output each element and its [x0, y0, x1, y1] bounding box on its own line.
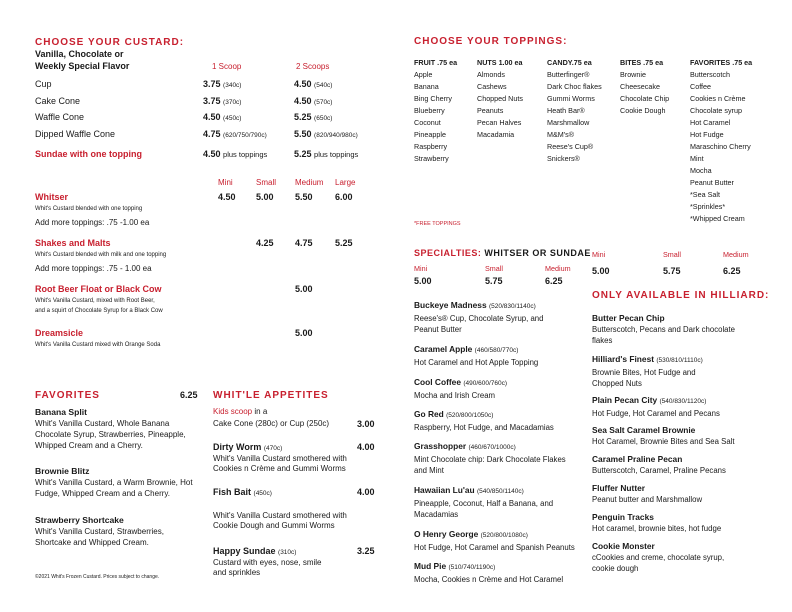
custard-heading: CHOOSE YOUR CUSTARD: — [35, 37, 185, 48]
shakes-price: 5.25 — [335, 238, 353, 248]
whitser-title: Whitser — [35, 192, 69, 202]
dirty-worm-desc: Whit's Vanilla Custard smothered with — [213, 454, 347, 463]
custard-row-price-2: 4.50 (570c) — [294, 96, 333, 106]
size-medium: Medium — [295, 178, 324, 187]
hilliard-price-small: 5.75 — [663, 266, 681, 276]
custard-row-price-2: 5.50 (820/940/980c) — [294, 129, 358, 139]
hilliard-item: Butter Pecan Chip Butterscotch, Pecans and Dark chocolate flakes — [592, 313, 736, 345]
spec-price-mini: 5.00 — [414, 276, 432, 286]
free-toppings-note: *FREE TOPPINGS — [414, 221, 461, 227]
shakes-title: Shakes and Malts — [35, 238, 111, 248]
favorite-item: Brownie Blitz Whit's Vanilla Custard, a Warm Brownie, Hot Fudge, Whipped Cream and a Cherry. — [35, 465, 215, 499]
custard-row-name: Waffle Cone — [35, 112, 85, 122]
toppings-fruit: FRUIT .75 ea Apple Banana Bing Cherry Blueberry Coconut Pineapple Raspberry Strawberry — [414, 58, 458, 163]
fish-bait-desc: Whit's Vanilla Custard smothered with — [213, 511, 347, 520]
fish-bait-desc: Cookie Dough and Gummi Worms — [213, 521, 335, 530]
happy-sundae-desc: Custard with eyes, nose, smile — [213, 558, 322, 567]
spec-size-medium: Medium — [545, 264, 571, 273]
happy-sundae-desc: and sprinkles — [213, 568, 261, 577]
spec-price-medium: 6.25 — [545, 276, 563, 286]
custard-row-name: Dipped Waffle Cone — [35, 129, 116, 139]
fish-bait-price: 4.00 — [357, 487, 375, 497]
hilliard-item: Sea Salt Caramel Brownie Hot Caramel, Brownie Bites and Sea Salt — [592, 425, 735, 446]
custard-subheading: Vanilla, Chocolate or — [35, 49, 124, 59]
float-desc: and a squirt of Chocolate Syrup for a Black Cow — [35, 308, 163, 314]
specialty-item: Hawaiian Lu'au (540/850/1140c) Pineapple, Coconut, Half a Banana, and Macadamias — [414, 485, 554, 519]
favorite-name: Strawberry Shortcake — [35, 515, 124, 525]
float-title: Root Beer Float or Black Cow — [35, 284, 162, 294]
kids-scoop: Kids scoop in a — [213, 407, 268, 416]
appetites-heading: WHIT'LE APPETITES — [213, 390, 329, 401]
favorite-item: Banana Split Whit's Vanilla Custard, Whole Banana Chocolate Syrup, Strawberries, Pineapple, Whipped Cream and a Cherry. — [35, 406, 215, 452]
fish-bait-title: Fish Bait (450c) — [213, 487, 272, 497]
shakes-price: 4.25 — [256, 238, 274, 248]
dreamsicle-title: Dreamsicle — [35, 328, 84, 338]
whitser-price: 4.50 — [218, 192, 236, 202]
kids-scoop-price: 3.00 — [357, 419, 375, 429]
shakes-add: Add more toppings: .75 - 1.00 ea — [35, 264, 152, 273]
hilliard-heading: ONLY AVAILABLE IN HILLIARD: — [592, 290, 770, 301]
custard-row-price-1: 3.75 (370c) — [203, 96, 242, 106]
shakes-price: 4.75 — [295, 238, 313, 248]
spec-size-mini: Mini — [414, 264, 428, 273]
float-desc: Whit's Vanilla Custard, mixed with Root Beer, — [35, 298, 155, 304]
dirty-worm-desc: Cookies n Crème and Gummi Worms — [213, 464, 346, 473]
hilliard-item: Plain Pecan City (540/830/1120c) Hot Fudge, Hot Caramel and Pecans — [592, 395, 720, 418]
whitser-desc: Whit's Custard blended with one topping — [35, 206, 143, 212]
custard-subheading: Weekly Special Flavor — [35, 61, 130, 71]
favorites-heading: FAVORITES — [35, 390, 100, 401]
size-small: Small — [256, 178, 277, 187]
sundae-price-2: 5.25 plus toppings — [294, 149, 359, 159]
custard-row-price-2: 5.25 (650c) — [294, 112, 333, 122]
hilliard-item: Fluffer Nutter Peanut butter and Marshmallow — [592, 483, 703, 504]
specialty-item: Buckeye Madness (520/830/1140c) Reese's® Cup, Chocolate Syrup, and Peanut Butter — [414, 300, 544, 334]
hilliard-price-mini: 5.00 — [592, 266, 610, 276]
sundae-price-1: 4.50 plus toppings — [203, 149, 268, 159]
hilliard-item: Hilliard's Finest (530/810/1110c) Brownie Bites, Hot Fudge and Chopped Nuts — [592, 354, 703, 388]
whitser-add: Add more toppings: .75 -1.00 ea — [35, 218, 150, 227]
hilliard-size-mini: Mini — [592, 250, 606, 259]
favorites-price: 6.25 — [180, 390, 198, 400]
size-mini: Mini — [218, 178, 233, 187]
toppings-bites: BITES .75 ea Brownie Cheesecake Chocolate Chip Cookie Dough — [620, 58, 670, 115]
happy-sundae-price: 3.25 — [357, 546, 375, 556]
toppings-favorites: FAVORITES .75 ea Butterscotch Coffee Cookies n Crème Chocolate syrup Hot Caramel Hot Fudge Maraschino Cherry Mint Mocha Peanut Butter *Sea Salt *Sprinkles* *Whipped Cream — [690, 58, 753, 223]
spec-size-small: Small — [485, 264, 503, 273]
dirty-worm-title: Dirty Worm (470c) — [213, 442, 283, 452]
specialty-item: Cool Coffee (490/600/760c) Mocha and Irish Cream — [414, 377, 508, 400]
hilliard-price-medium: 6.25 — [723, 266, 741, 276]
specialty-item: O Henry George (520/800/1080c) Hot Fudge, Hot Caramel and Spanish Peanuts — [414, 529, 575, 552]
copyright: ©2021 Whit's Frozen Custard. Prices subject to change. — [35, 574, 160, 580]
specialty-item: Grasshopper (460/670/1000c) Mint Chocolate chip: Dark Chocolate Flakes and Mint — [414, 441, 566, 475]
hilliard-size-medium: Medium — [723, 250, 749, 259]
hilliard-size-small: Small — [663, 250, 681, 259]
whitser-price: 5.00 — [256, 192, 274, 202]
specialty-item: Caramel Apple (460/580/770c) Hot Caramel and Hot Apple Topping — [414, 344, 539, 367]
hilliard-item: Cookie Monster cCookies and creme, chocolate syrup, cookie dough — [592, 541, 725, 573]
favorite-name: Brownie Blitz — [35, 466, 90, 476]
specialty-item: Mud Pie (510/740/1190c) Mocha, Cookies n Crème and Hot Caramel — [414, 561, 564, 584]
custard-row-price-1: 3.75 (340c) — [203, 79, 242, 89]
toppings-nuts: NUTS 1.00 ea Almonds Cashews Chopped Nuts Peanuts Pecan Halves Macadamia — [477, 58, 523, 139]
sundae-label: Sundae with one topping — [35, 149, 142, 159]
custard-row-price-1: 4.75 (620/750/790c) — [203, 129, 267, 139]
whitser-price: 6.00 — [335, 192, 353, 202]
size-large: Large — [335, 178, 356, 187]
dirty-worm-price: 4.00 — [357, 442, 375, 452]
favorite-name: Banana Split — [35, 407, 88, 417]
col-2-scoops: 2 Scoops — [296, 62, 330, 71]
dreamsicle-price: 5.00 — [295, 328, 313, 338]
col-1-scoop: 1 Scoop — [212, 62, 242, 71]
dreamsicle-desc: Whit's Vanilla Custard mixed with Orange Soda — [35, 342, 161, 348]
float-price: 5.00 — [295, 284, 313, 294]
hilliard-item: Caramel Praline Pecan Butterscotch, Caramel, Praline Pecans — [592, 454, 726, 475]
specialty-item: Go Red (520/800/1050c) Raspberry, Hot Fudge, and Macadamias — [414, 409, 554, 432]
favorite-item: Strawberry Shortcake Whit's Vanilla Custard, Strawberries, Shortcake and Whipped Cream. — [35, 514, 215, 548]
kids-scoop-desc: Cake Cone (280c) or Cup (250c) — [213, 419, 330, 428]
custard-row-name: Cup — [35, 79, 52, 89]
specialties-heading: SPECIALTIES: WHITSER OR SUNDAE — [414, 248, 591, 258]
toppings-candy: CANDY.75 ea Butterfinger® Dark Choc flakes Gummi Worms Heath Bar® Marshmallow M&M's® Reese's Cup® Snickers® — [547, 58, 602, 163]
custard-row-price-2: 4.50 (540c) — [294, 79, 333, 89]
whitser-price: 5.50 — [295, 192, 313, 202]
custard-row-price-1: 4.50 (450c) — [203, 112, 242, 122]
custard-row-name: Cake Cone — [35, 96, 81, 106]
hilliard-item: Penguin Tracks Hot caramel, brownie bites, hot fudge — [592, 512, 722, 533]
shakes-desc: Whit's Custard blended with milk and one topping — [35, 252, 167, 258]
spec-price-small: 5.75 — [485, 276, 503, 286]
toppings-heading: CHOOSE YOUR TOPPINGS: — [414, 36, 568, 47]
happy-sundae-title: Happy Sundae (310c) — [213, 546, 297, 556]
